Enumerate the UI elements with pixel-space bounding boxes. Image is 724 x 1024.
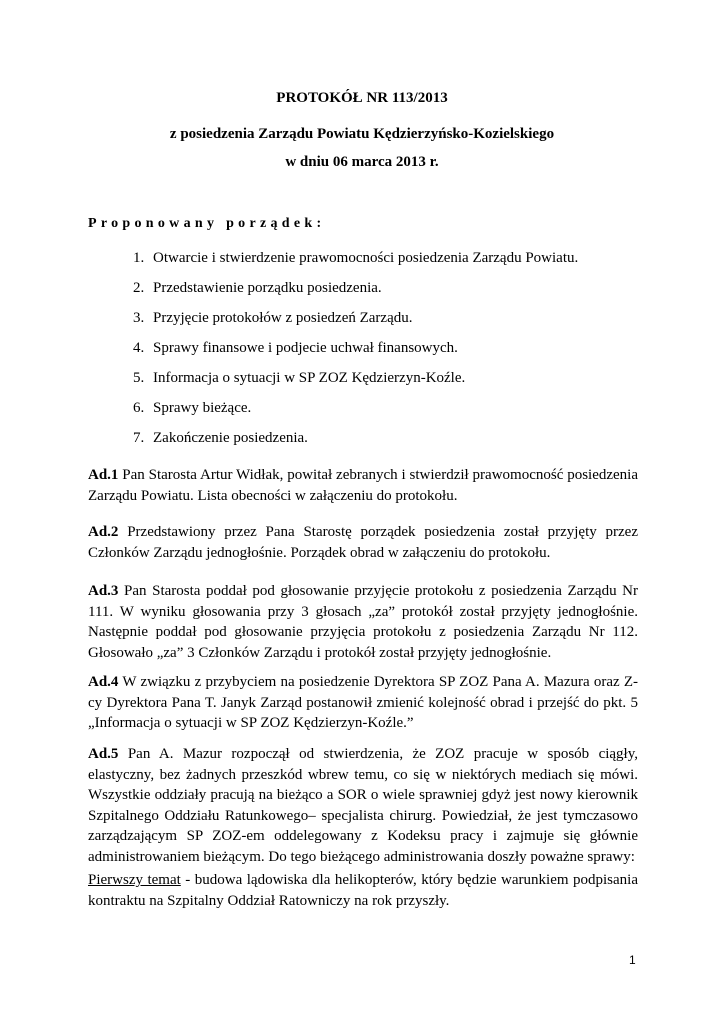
agenda-item xyxy=(133,399,578,429)
paragraph-label: Ad.3 xyxy=(88,583,119,599)
paragraph-label: Ad.5 xyxy=(88,746,119,762)
agenda-item-text: Sprawy bieżące. xyxy=(153,400,252,416)
agenda-item xyxy=(133,429,578,459)
agenda-item-number: 5. xyxy=(133,370,145,386)
paragraph-ad5 xyxy=(88,744,638,867)
agenda-item xyxy=(133,339,578,369)
agenda-item-text: Otwarcie i stwierdzenie prawomocności posiedzenia Zarządu Powiatu. xyxy=(153,250,579,266)
paragraph-text: Pan Starosta Artur Widłak, powitał zebranych i stwierdził prawomocność posiedzenia Zarządu Powiatu. Lista obecności w załączeniu do protokołu. xyxy=(88,467,638,504)
agenda-item xyxy=(133,279,578,309)
paragraph-text: Pan Starosta poddał pod głosowanie przyjęcie protokołu z posiedzenia Zarządu Nr 111. W wyniku głosowania przy 3 głosach „za” protokół został przyjęty jednogłośnie. Następnie poddał pod głosowanie przyjęcia protokołu z posiedzenia Zarządu Nr 112. Głosowało „za” 3 Członków Zarządu i protokół został przyjęty jednogłośnie. xyxy=(88,583,638,661)
page-number: 1 xyxy=(629,953,636,967)
agenda-item xyxy=(133,249,578,279)
paragraph-text: - budowa lądowiska dla helikopterów, który będzie warunkiem podpisania kontraktu na Szpitalny Oddział Ratowniczy na rok przyszły. xyxy=(88,872,638,909)
agenda-item-number: 1. xyxy=(133,250,145,266)
agenda-item-number: 3. xyxy=(133,310,145,326)
paragraph-text: Przedstawiony przez Pana Starostę porządek posiedzenia został przyjęty przez Członków Zarządu jednogłośnie. Porządek obrad w załączeniu do protokołu. xyxy=(88,524,638,561)
agenda-item-text: Przyjęcie protokołów z posiedzeń Zarządu. xyxy=(153,310,413,326)
agenda-item-number: 4. xyxy=(133,340,145,356)
agenda-item-text: Informacja o sytuacji w SP ZOZ Kędzierzyn-Koźle. xyxy=(153,370,466,386)
paragraph-label: Ad.2 xyxy=(88,524,119,540)
paragraph-label: Pierwszy temat xyxy=(88,872,181,888)
document-title: PROTOKÓŁ NR 113/2013 xyxy=(276,90,448,106)
agenda-item xyxy=(133,309,578,339)
paragraph-ad3 xyxy=(88,581,638,663)
paragraph-ad2 xyxy=(88,522,638,563)
agenda-list xyxy=(133,249,578,459)
agenda-item-text: Przedstawienie porządku posiedzenia. xyxy=(153,280,382,296)
agenda-label: Proponowany porządek: xyxy=(88,216,326,231)
document-subtitle: z posiedzenia Zarządu Powiatu Kędzierzyńsko-Kozielskiego xyxy=(169,126,555,142)
paragraph-label: Ad.1 xyxy=(88,467,119,483)
document-date: w dniu 06 marca 2013 r. xyxy=(285,154,439,170)
agenda-item-number: 7. xyxy=(133,430,145,446)
agenda-item-text: Zakończenie posiedzenia. xyxy=(153,430,308,446)
agenda-item xyxy=(133,369,578,399)
paragraph-first-topic xyxy=(88,870,638,911)
agenda-item-number: 2. xyxy=(133,280,145,296)
paragraph-label: Ad.4 xyxy=(88,674,119,690)
agenda-item-number: 6. xyxy=(133,400,145,416)
paragraph-ad1 xyxy=(88,465,638,506)
paragraph-text: W związku z przybyciem na posiedzenie Dyrektora SP ZOZ Pana A. Mazura oraz Z-cy Dyrektora Pana T. Janyk Zarząd postanowił zmienić kolejność obrad i przejść do pkt. 5 „Informacja o sytuacji w SP ZOZ Kędzierzyn-Koźle.” xyxy=(88,674,638,731)
paragraph-ad4 xyxy=(88,672,638,734)
agenda-item-text: Sprawy finansowe i podjecie uchwał finansowych. xyxy=(153,340,458,356)
paragraph-text: Pan A. Mazur rozpoczął od stwierdzenia, że ZOZ pracuje w sposób ciągły, elastyczny, bez żadnych przeszkód wbrew temu, co się w niektórych mediach się mówi. Wszystkie oddziały pracują na bieżąco a SOR o wiele sprawniej gdyż jest nowy kierownik Szpitalnego Oddziału Ratunkowego– specjalista chirurg. Powiedział, że jest tymczasowo zarządzającym SP ZOZ-em oddelegowany z Kodeksu pracy i zajmuje się głównie administrowaniem bieżącym. Do tego bieżącego administrowania doszły poważne sprawy: xyxy=(88,746,638,865)
